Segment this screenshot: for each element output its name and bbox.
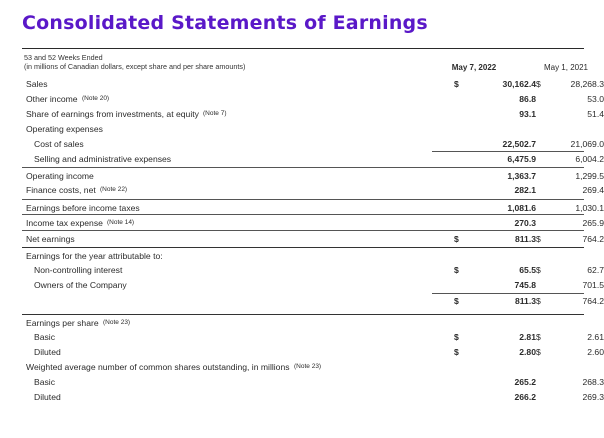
value-2021: 764.2 [582, 234, 604, 244]
currency-sign-2021: $ [536, 332, 541, 342]
row-label: Operating expenses [26, 124, 103, 134]
table-row [22, 214, 604, 230]
currency-sign-2022: $ [454, 296, 459, 306]
value-2022: 65.5 [519, 265, 536, 275]
table-row [22, 293, 604, 308]
row-label: Earnings before income taxes [26, 203, 140, 213]
currency-sign-2021: $ [536, 296, 541, 306]
row-note: (Note 20) [82, 95, 110, 102]
table-row [22, 167, 604, 183]
row-label: Basic [34, 377, 56, 387]
row-label: Finance costs, net [26, 185, 96, 195]
row-label: Diluted [34, 392, 61, 402]
period-header [24, 53, 245, 71]
value-2021: 269.3 [582, 392, 604, 402]
table-row [22, 151, 604, 166]
row-label: Sales [26, 79, 48, 89]
table-row [22, 277, 604, 292]
subtotal-rule [432, 151, 584, 152]
period-line-1: 53 and 52 Weeks Ended [24, 53, 103, 62]
currency-sign-2022: $ [454, 234, 459, 244]
table-row [22, 136, 604, 151]
value-2022: 86.8 [519, 94, 536, 104]
value-2021: 21,069.0 [570, 139, 604, 149]
value-2022: 1,081.6 [507, 203, 536, 213]
value-2021: 268.3 [582, 377, 604, 387]
value-2021: 2.60 [587, 347, 604, 357]
value-2022: 93.1 [519, 109, 536, 119]
value-2022: 266.2 [514, 392, 536, 402]
value-2022: 270.3 [514, 218, 536, 228]
row-label: Income tax expense [26, 218, 103, 228]
table-row [22, 389, 604, 404]
row-label: Operating income [26, 171, 94, 181]
row-note: (Note 23) [294, 363, 322, 370]
currency-sign-2021: $ [536, 265, 541, 275]
value-2021: 701.5 [582, 280, 604, 290]
value-2022: 2.80 [519, 347, 536, 357]
value-2022: 6,475.9 [507, 154, 536, 164]
value-2021: 265.9 [582, 218, 604, 228]
column-header-2021: May 1, 2021 [543, 63, 588, 72]
table-row [22, 106, 604, 121]
table-row [22, 199, 604, 215]
value-2021: 1,299.5 [575, 171, 604, 181]
row-label: Diluted [34, 347, 61, 357]
row-label: Share of earnings from investments, at equity [26, 109, 199, 119]
currency-sign-2022: $ [454, 347, 459, 357]
row-label: Owners of the Company [34, 280, 127, 290]
value-2022: 745.8 [514, 280, 536, 290]
currency-sign-2021: $ [536, 234, 541, 244]
statement-title: Consolidated Statements of Earnings [22, 12, 428, 34]
value-2021: 28,268.3 [570, 79, 604, 89]
value-2022: 1,363.7 [507, 171, 536, 181]
subtotal-rule [432, 293, 584, 294]
value-2021: 1,030.1 [575, 203, 604, 213]
table-row [22, 76, 604, 91]
table-row [22, 247, 584, 263]
table-row [22, 329, 604, 344]
row-label: Net earnings [26, 234, 75, 244]
row-label: Other income [26, 94, 78, 104]
currency-sign-2022: $ [454, 265, 459, 275]
currency-sign-2021: $ [536, 79, 541, 89]
row-label: Cost of sales [34, 139, 84, 149]
row-note: (Note 23) [103, 319, 131, 326]
value-2021: 2.61 [587, 332, 604, 342]
currency-sign-2022: $ [454, 79, 459, 89]
row-label: Basic [34, 332, 56, 342]
period-line-2: (in millions of Canadian dollars, except share and per share amounts) [24, 62, 246, 71]
table-row [22, 230, 604, 246]
value-2021: 6,004.2 [575, 154, 604, 164]
table-row [22, 314, 584, 330]
value-2021: 62.7 [587, 265, 604, 275]
table-row [22, 374, 604, 389]
row-note: (Note 22) [100, 186, 128, 193]
value-2022: 2.81 [519, 332, 536, 342]
value-2022: 811.3 [514, 296, 536, 306]
column-header-2022: May 7, 2022 [451, 63, 497, 72]
top-rule [22, 48, 584, 49]
row-label: Earnings per share [26, 318, 99, 328]
table-row [22, 91, 604, 106]
table-row [22, 121, 584, 136]
value-2021: 51.4 [587, 109, 604, 119]
row-label: Weighted average number of common shares outstanding, in millions [26, 362, 290, 372]
row-label: Earnings for the year attributable to: [26, 251, 163, 261]
currency-sign-2022: $ [454, 332, 459, 342]
value-2022: 265.2 [514, 377, 536, 387]
table-row [22, 359, 584, 374]
value-2022: 22,502.7 [502, 139, 536, 149]
value-2022: 811.3 [514, 234, 536, 244]
value-2021: 53.0 [587, 94, 604, 104]
table-row [22, 262, 604, 277]
row-note: (Note 14) [107, 219, 135, 226]
row-note: (Note 7) [203, 110, 227, 117]
row-label: Selling and administrative expenses [34, 154, 172, 164]
value-2021: 764.2 [582, 296, 604, 306]
value-2021: 269.4 [582, 185, 604, 195]
table-row [22, 344, 604, 359]
value-2022: 282.1 [514, 185, 536, 195]
table-row [22, 182, 604, 197]
row-label: Non-controlling interest [34, 265, 123, 275]
value-2022: 30,162.4 [502, 79, 536, 89]
currency-sign-2021: $ [536, 347, 541, 357]
